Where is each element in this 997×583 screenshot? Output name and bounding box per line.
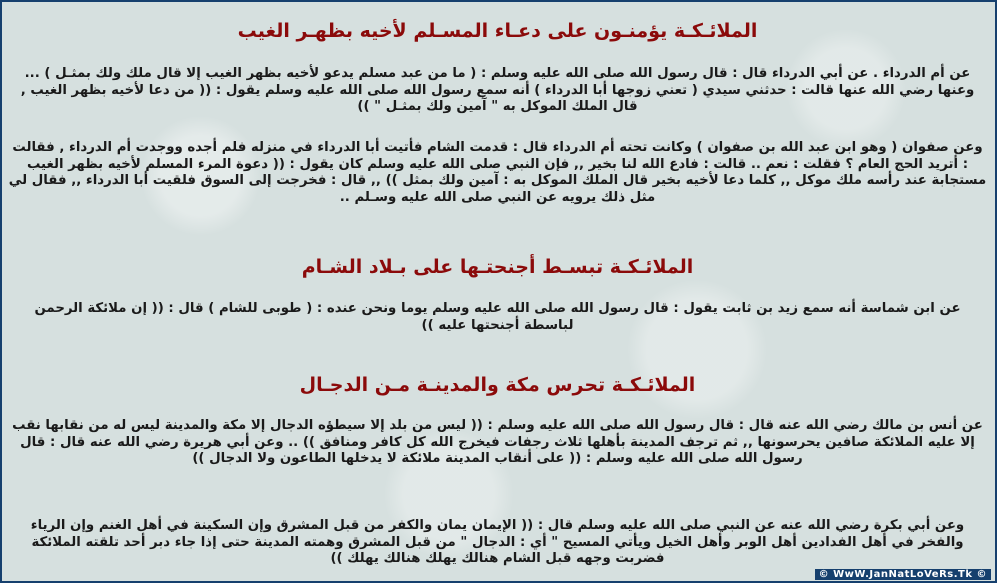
paragraph: عن أم الدرداء . عن أبي الدرداء قال : قال رسول الله صلى الله عليه وسلم : ( ما من عبد مسلم يدعو لأخيه بظهر الغيب إلا قال ملك ولك بمثـل ) ... وعنها رضي الله عنها قالت : حدثني سيدي ( تعني زوجها أبا الدرداء ) أنه سمع رسول الله صلى الله عليه وسلم يقول : (( من دعا لأخيه بظهر الغيب , قال الملك الموكل به " آمين ولك بمثـل " )) bbox=[20, 66, 975, 114]
section-title-angels-sham: الملائـكـة تبسـط أجنحتـها على بـلاد الشـام bbox=[301, 256, 694, 278]
site-watermark: © WwW.JanNatLoVeRs.Tk © bbox=[815, 569, 991, 580]
section-text bbox=[8, 66, 987, 116]
section-title-angels-guard: الملائـكـة تحرس مكة والمدينـة مـن الدجـال bbox=[299, 374, 696, 396]
paragraph: وعن أبي بكرة رضي الله عنه عن النبي صلى الله عليه وسلم قال : (( الإيمان يمان والكفر من قبل المشرق وإن السكينة في أهل الغنم وإن الرياء والفخر في أهل الفدادين أهل الوبر وأهل الخيل ويأتي المسيح " أي : الدجال " من قبل المشرق وهمته المدينة حتى إذا جاء دبر أحد تلقته الملائكة فضربت وجهه قبل الشام هنالك يهلك هنالك يهلك )) bbox=[30, 518, 965, 566]
paragraph: وعن صفوان ( وهو ابن عبد الله بن صفوان ) وكانت تحته أم الدرداء قال : قدمت الشام فأتيت أبا الدرداء في منزله فلم أجده ووجدت أم الدرداء , فقالت : أتريد الحج العام ؟ فقلت : نعم .. قالت : فادع الله لنا بخير ,, فإن النبي صلى الله عليه وسلم كان يقول : (( دعوة المرء المسلم لأخيه بظهر الغيب مستجابة عند رأسه ملك موكل ,, كلما دعا لأخيه بخير قال الملك الموكل به : آمين ولك بمثل )) ,, قال : فخرجت إلى السوق فلقيت أبا الدرداء ,, فقال لي مثل ذلك يرويه عن النبي صلى الله عليه وسـلم .. bbox=[8, 140, 987, 205]
paragraph: عن ابن شماسة أنه سمع زيد بن ثابت يقول : قال رسول الله صلى الله عليه وسلم يوما ونحن عنده : ( طوبى للشام ) قال : (( إن ملائكة الرحمن لباسطة أجنحتها عليه )) bbox=[34, 301, 961, 333]
section-text bbox=[8, 140, 987, 206]
section-title-angels-believe: الملائـكـة يؤمنـون على دعـاء المسـلم لأخيه بظهـر الغيب bbox=[237, 20, 758, 42]
content-area bbox=[8, 2, 987, 581]
section-text bbox=[8, 518, 987, 568]
section-text bbox=[8, 418, 987, 468]
section-text bbox=[8, 301, 987, 334]
paragraph: عن أنس بن مالك رضي الله عنه قال : قال رسول الله صلى الله عليه وسلم : (( ليس من بلد إلا سيطؤه الدجال إلا مكة والمدينة ليس له من نقابها نقب إلا عليه الملائكة صافين يحرسونها ,, ثم ترجف المدينة بأهلها ثلاث رجفات فيخرج الله كل كافر ومنافق )) .. وعن أبي هريرة رضي الله عنه قال : قال رسول الله صلى الله عليه وسلم : (( على أنقاب المدينة ملائكة لا يدخلها الطاعون ولا الدجال )) bbox=[12, 418, 983, 466]
